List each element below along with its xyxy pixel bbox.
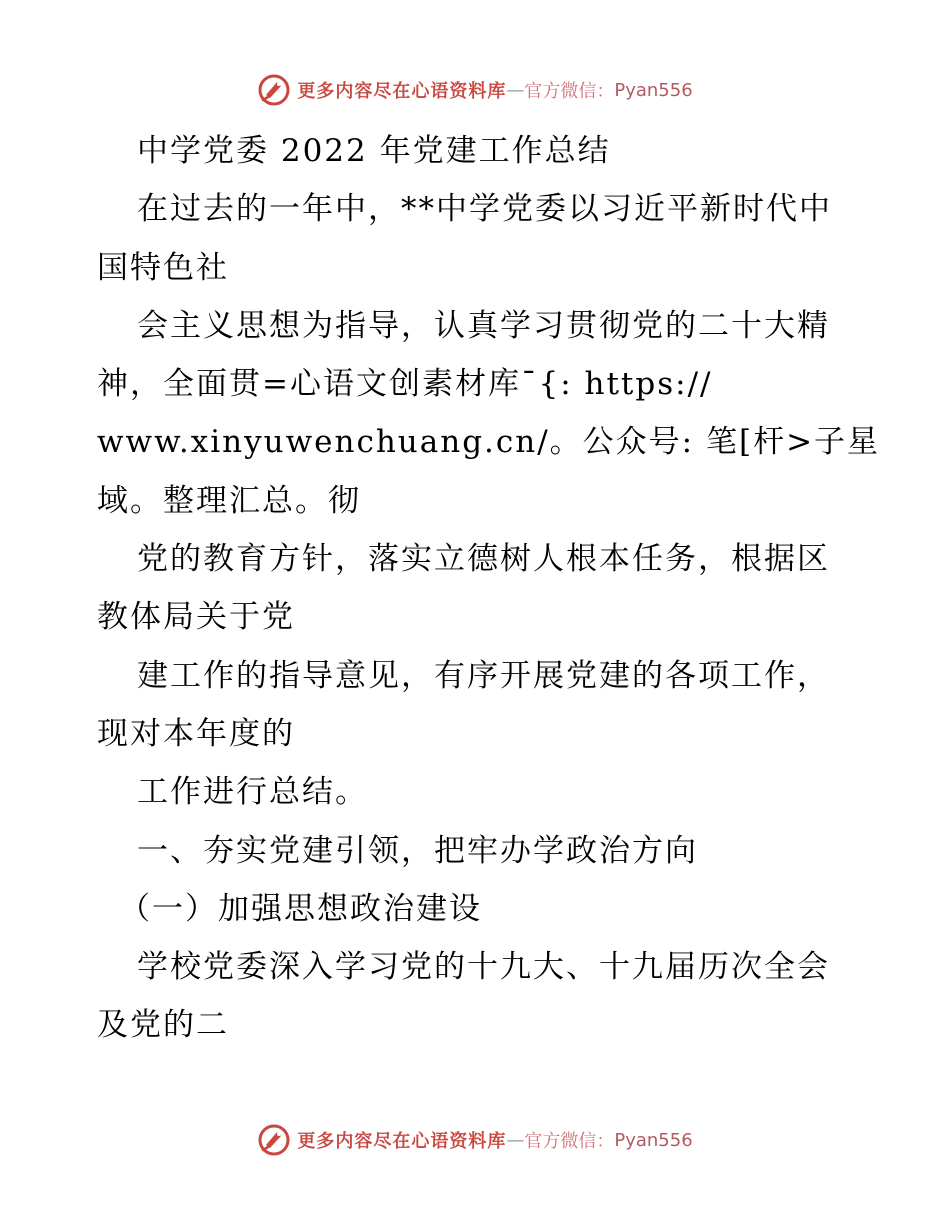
document-body — [97, 122, 881, 1055]
paragraph-line: 域。整理汇总。彻 — [97, 482, 361, 519]
paragraph-line: 教体局关于党 — [97, 599, 295, 636]
section-heading: 一、夯实党建引领，把牢办学政治方向 — [137, 832, 698, 869]
banner-wechat-id: Pyan556 — [614, 1129, 693, 1151]
banner-dash: — — [506, 79, 525, 101]
paragraph-line: 会主义思想为指导，认真学习贯彻党的二十大精 — [137, 307, 830, 344]
paragraph-line: 在过去的一年中，**中学党委以习近平新时代中 — [137, 191, 832, 228]
header-banner — [0, 70, 950, 110]
paragraph-line: www.xinyuwenchuang.cn/。公众号: 笔[杆>子星 — [97, 424, 881, 461]
banner-promo-text: 更多内容尽在心语资料库 — [297, 1131, 507, 1152]
paragraph-line: 国特色社 — [97, 249, 229, 286]
paragraph-line: 神，全面贯=心语文创素材库¯{: https:// — [97, 366, 713, 403]
subsection-heading: （一）加强思想政治建设 — [119, 890, 482, 927]
banner-wechat-id: Pyan556 — [614, 79, 693, 101]
banner-promo-text: 更多内容尽在心语资料库 — [297, 81, 507, 102]
paragraph-line: 及党的二 — [97, 1007, 229, 1044]
paragraph-line: 建工作的指导意见，有序开展党建的各项工作， — [137, 657, 830, 694]
footer-banner — [0, 1120, 950, 1160]
paragraph-line: 现对本年度的 — [97, 715, 295, 752]
paragraph-line: 党的教育方针，落实立德树人根本任务，根据区 — [137, 541, 830, 578]
paragraph-line: 工作进行总结。 — [137, 774, 368, 811]
banner-wechat-label: 官方微信： — [524, 1131, 615, 1152]
paragraph-line: 学校党委深入学习党的十九大、十九届历次全会 — [137, 949, 830, 986]
brand-logo-icon — [257, 73, 291, 107]
brand-logo-icon — [257, 1123, 291, 1157]
document-title: 中学党委 2022 年党建工作总结 — [137, 133, 611, 169]
banner-dash: — — [506, 1129, 525, 1151]
banner-wechat-label: 官方微信： — [524, 81, 615, 102]
